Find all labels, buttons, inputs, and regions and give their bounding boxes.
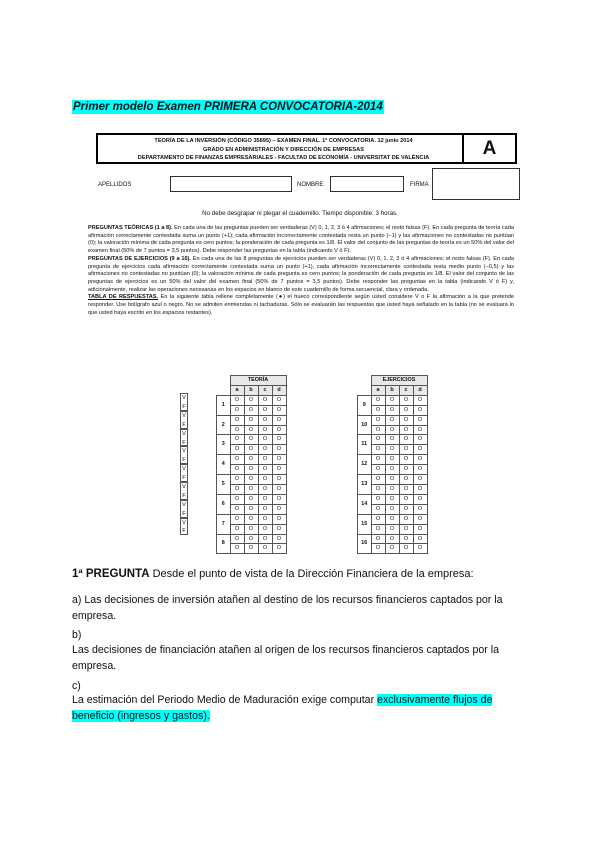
answer-bubble-3-d-F[interactable]: O (272, 445, 286, 455)
true-false-labels (180, 393, 188, 535)
tabla-instructions: TABLA DE RESPUESTAS. En la siguiente tabla rellene completamente (●) el hueco correspondiente según usted considere V o F la afirmación a la que pretende responder. Use bolígrafo azul o negro. No se admiten enmiendas ni tachaduras. Sólo se evaluarán las respuestas que usted haya señalado en la tabla (no se evaluará lo que usted haya escrito en los espacios restantes). (88, 294, 514, 316)
answer-bubble-5-c-V[interactable]: O (258, 475, 272, 485)
question-number-10: 10 (358, 415, 372, 435)
nombre-label: NOMBRE (297, 182, 324, 188)
answer-bubble-9-c-V[interactable]: O (399, 395, 413, 405)
answer-bubble-6-a-V[interactable]: O (230, 494, 244, 504)
answer-bubble-1-c-F[interactable]: O (258, 405, 272, 415)
question-number-3: 3 (217, 435, 231, 455)
question-1-option-c-highlight: exclusivamente flujos de beneficio (ingresos y gastos). (72, 694, 493, 722)
exam-header-line3: DEPARTAMENTO DE FINANZAS EMPRESARIALES - FACULTAD DE ECONOMÍA - UNIVERSITAT DE VALÈNCIA (137, 155, 430, 161)
true-false-label-6: V F (180, 482, 188, 500)
answer-bubble-7-a-F[interactable]: O (230, 524, 244, 534)
question-number-16: 16 (358, 534, 372, 554)
answer-row (358, 475, 428, 485)
answer-bubble-13-c-V[interactable]: O (399, 475, 413, 485)
answer-bubble-8-a-F[interactable]: O (230, 544, 244, 554)
answer-bubble-6-b-V[interactable]: O (244, 494, 258, 504)
question-number-12: 12 (358, 455, 372, 475)
exam-header-line1: TEORÍA DE LA INVERSIÓN (CÓDIGO 35895) – EXAMEN FINAL. 1ª CONVOCATORIA. 12 junio 2014 (154, 138, 413, 144)
answer-bubble-5-d-V[interactable]: O (272, 475, 286, 485)
teoria-column-a: a (230, 385, 244, 395)
question-number-2: 2 (217, 415, 231, 435)
question-1-number: 1ª PREGUNTA (72, 568, 150, 580)
answer-row (217, 494, 287, 504)
answer-bubble-1-c-V[interactable]: O (258, 395, 272, 405)
answer-row (358, 534, 428, 544)
answer-bubble-16-a-F[interactable]: O (371, 544, 385, 554)
exam-notice: No debe desgrapar ni plegar el cuadernillo. Tiempo disponible: 3 horas. (202, 210, 398, 217)
answer-bubble-13-b-V[interactable]: O (385, 475, 399, 485)
answer-bubble-2-c-V[interactable]: O (258, 415, 272, 425)
answer-bubble-8-c-F[interactable]: O (258, 544, 272, 554)
answer-bubble-7-b-V[interactable]: O (244, 514, 258, 524)
ejercicios-instructions: PREGUNTAS DE EJERCICIOS (9 a 16). En cada una de las 8 preguntas de ejercicios pueden ser verdaderas (V) 0, 1, 2, 3 ó 4 afirmaciones; el resto falsas (F). En cada pregunta de ejercicios cada afirmación correctamente contestada suma un punto (+1), cada afirmación incorrectamente contestada resta medio punto (−0,5) y las afirmaciones no contestadas no puntúan (0); la valoración mínima de cada pregunta es cero puntos; la ponderación de cada pregunta es 1/8. El valor del conjunto de las preguntas de ejercicios es un 50% del valor del examen final (50% de 7 puntos = 3,5 puntos). Debe responder las preguntas en la tabla (indicando V ó F) y, adicionalmente, realizar las operaciones necesarias en los espacios en blanco de este cuadernillo de forma secuencial, clara y ordenada. (88, 255, 514, 293)
teoria-column-b: b (244, 385, 258, 395)
answer-bubble-5-a-V[interactable]: O (230, 475, 244, 485)
teoricas-instructions: PREGUNTAS TEÓRICAS (1 a 8). En cada una de las preguntas pueden ser verdaderas (V) 0, 1, 2, 3 ó 4 afirmaciones; el resto falsas (F). En cada pregunta de teoría cada afirmación correctamente contestada suma un punto (+1); cada afirmación incorrectamente contestada resta un punto (−1) y las afirmaciones no contestadas no puntúan (0); la valoración mínima de cada pregunta es cero puntos; la ponderación de cada pregunta es 1/8. El valor del conjunto de las preguntas de teoría es un 50% del valor del examen final (50% de 7 puntos = 3,5 puntos). Debe responder las preguntas en la tabla (indicando V ó F). (88, 225, 515, 255)
answer-bubble-13-a-V[interactable]: O (371, 475, 385, 485)
answer-bubble-12-a-V[interactable]: O (371, 455, 385, 465)
exam-header (96, 133, 517, 164)
answer-bubble-12-c-F[interactable]: O (399, 465, 413, 475)
answer-bubble-12-d-V[interactable]: O (413, 455, 427, 465)
answer-bubble-1-a-F[interactable]: O (230, 405, 244, 415)
answer-bubble-6-d-F[interactable]: O (272, 504, 286, 514)
answer-bubble-11-d-V[interactable]: O (413, 435, 427, 445)
answer-bubble-6-d-V[interactable]: O (272, 494, 286, 504)
question-1-stem: Desde el punto de vista de la Dirección Financiera de la empresa: (152, 568, 474, 580)
question-1-option-c-label: c) (72, 680, 81, 692)
answer-bubble-15-d-F[interactable]: O (413, 524, 427, 534)
question-number-5: 5 (217, 475, 231, 495)
answer-bubble-1-a-V[interactable]: O (230, 395, 244, 405)
answer-row (358, 514, 428, 524)
answer-bubble-10-c-V[interactable]: O (399, 415, 413, 425)
answer-row (217, 415, 287, 425)
answer-bubble-1-d-V[interactable]: O (272, 395, 286, 405)
answer-bubble-15-c-V[interactable]: O (399, 514, 413, 524)
answer-bubble-8-b-F[interactable]: O (244, 544, 258, 554)
answer-bubble-13-a-F[interactable]: O (371, 484, 385, 494)
ejercicios-answer-table (357, 375, 428, 554)
answer-bubble-5-b-V[interactable]: O (244, 475, 258, 485)
teoria-column-d: d (272, 385, 286, 395)
answer-bubble-4-d-F[interactable]: O (272, 465, 286, 475)
answer-bubble-9-a-F[interactable]: O (371, 405, 385, 415)
answer-bubble-3-a-F[interactable]: O (230, 445, 244, 455)
apellidos-label: APELLIDOS (98, 182, 132, 188)
exam-model-letter: A (462, 135, 515, 162)
question-1-option-c: La estimación del Periodo Medio de Maduración exige computar exclusivamente flujos de beneficio (ingresos y gastos). (72, 694, 493, 722)
true-false-label-4: V F (180, 446, 188, 464)
true-false-label-7: V F (180, 500, 188, 518)
answer-bubble-10-b-F[interactable]: O (385, 425, 399, 435)
answer-bubble-14-b-V[interactable]: O (385, 494, 399, 504)
answer-bubble-9-b-F[interactable]: O (385, 405, 399, 415)
answer-bubble-4-c-F[interactable]: O (258, 465, 272, 475)
answer-bubble-4-a-V[interactable]: O (230, 455, 244, 465)
ejercicios-caption: EJERCICIOS (371, 376, 427, 386)
answer-bubble-14-d-V[interactable]: O (413, 494, 427, 504)
answer-bubble-15-b-F[interactable]: O (385, 524, 399, 534)
spacer (358, 385, 372, 395)
teoria-caption: TEORÍA (230, 376, 286, 386)
question-1-option-a: a) Las decisiones de inversión atañen al destino de los recursos financieros captados por la empresa. (72, 594, 503, 622)
answer-bubble-10-a-V[interactable]: O (371, 415, 385, 425)
question-number-13: 13 (358, 475, 372, 495)
question-number-1: 1 (217, 395, 231, 415)
firma-label: FIRMA (410, 182, 429, 188)
answer-row (217, 435, 287, 445)
ejercicios-column-b: b (385, 385, 399, 395)
answer-bubble-4-b-V[interactable]: O (244, 455, 258, 465)
answer-bubble-3-a-V[interactable]: O (230, 435, 244, 445)
answer-bubble-9-d-V[interactable]: O (413, 395, 427, 405)
nombre-field[interactable] (330, 176, 404, 192)
answer-bubble-10-c-F[interactable]: O (399, 425, 413, 435)
answer-row (358, 494, 428, 504)
answer-bubble-16-d-F[interactable]: O (413, 544, 427, 554)
answer-bubble-15-a-F[interactable]: O (371, 524, 385, 534)
answer-bubble-8-a-V[interactable]: O (230, 534, 244, 544)
question-number-9: 9 (358, 395, 372, 415)
question-number-15: 15 (358, 514, 372, 534)
answer-bubble-12-a-F[interactable]: O (371, 465, 385, 475)
answer-bubble-3-b-V[interactable]: O (244, 435, 258, 445)
answer-row (358, 415, 428, 425)
answer-bubble-16-c-V[interactable]: O (399, 534, 413, 544)
true-false-label-1: V F (180, 393, 188, 411)
answer-bubble-9-b-V[interactable]: O (385, 395, 399, 405)
answer-bubble-4-c-V[interactable]: O (258, 455, 272, 465)
answer-bubble-14-d-F[interactable]: O (413, 504, 427, 514)
answer-bubble-14-a-V[interactable]: O (371, 494, 385, 504)
answer-bubble-1-b-F[interactable]: O (244, 405, 258, 415)
answer-bubble-8-d-F[interactable]: O (272, 544, 286, 554)
answer-bubble-3-c-V[interactable]: O (258, 435, 272, 445)
answer-bubble-16-b-V[interactable]: O (385, 534, 399, 544)
instructions (88, 225, 514, 317)
true-false-label-3: V F (180, 429, 188, 447)
answer-bubble-16-c-F[interactable]: O (399, 544, 413, 554)
answer-bubble-6-a-F[interactable]: O (230, 504, 244, 514)
answer-bubble-2-d-V[interactable]: O (272, 415, 286, 425)
answer-bubble-7-d-V[interactable]: O (272, 514, 286, 524)
answer-row (217, 395, 287, 405)
answer-bubble-16-a-V[interactable]: O (371, 534, 385, 544)
answer-bubble-8-d-V[interactable]: O (272, 534, 286, 544)
answer-row (217, 514, 287, 524)
answer-bubble-2-b-F[interactable]: O (244, 425, 258, 435)
answer-bubble-7-a-V[interactable]: O (230, 514, 244, 524)
answer-bubble-3-c-F[interactable]: O (258, 445, 272, 455)
answer-bubble-9-c-F[interactable]: O (399, 405, 413, 415)
answer-bubble-11-b-V[interactable]: O (385, 435, 399, 445)
answer-bubble-12-b-F[interactable]: O (385, 465, 399, 475)
answer-bubble-4-b-F[interactable]: O (244, 465, 258, 475)
answer-bubble-11-c-F[interactable]: O (399, 445, 413, 455)
answer-bubble-11-b-F[interactable]: O (385, 445, 399, 455)
apellidos-field[interactable] (170, 176, 292, 192)
answer-bubble-7-c-F[interactable]: O (258, 524, 272, 534)
answer-bubble-5-c-F[interactable]: O (258, 484, 272, 494)
answer-bubble-11-a-F[interactable]: O (371, 445, 385, 455)
answer-bubble-3-b-F[interactable]: O (244, 445, 258, 455)
true-false-label-5: V F (180, 464, 188, 482)
answer-bubble-2-d-F[interactable]: O (272, 425, 286, 435)
question-number-7: 7 (217, 514, 231, 534)
answer-bubble-2-a-V[interactable]: O (230, 415, 244, 425)
answer-row (358, 395, 428, 405)
true-false-label-2: V F (180, 411, 188, 429)
question-1-header (72, 568, 474, 580)
answer-bubble-5-d-F[interactable]: O (272, 484, 286, 494)
answer-bubble-15-c-F[interactable]: O (399, 524, 413, 534)
answer-bubble-14-a-F[interactable]: O (371, 504, 385, 514)
question-1-option-b-label: b) (72, 629, 82, 641)
answer-bubble-6-b-F[interactable]: O (244, 504, 258, 514)
answer-bubble-1-b-V[interactable]: O (244, 395, 258, 405)
spacer (217, 385, 231, 395)
answer-bubble-14-b-F[interactable]: O (385, 504, 399, 514)
answer-bubble-13-b-F[interactable]: O (385, 484, 399, 494)
answer-bubble-8-c-V[interactable]: O (258, 534, 272, 544)
spacer (217, 376, 231, 386)
question-number-6: 6 (217, 494, 231, 514)
question-number-14: 14 (358, 494, 372, 514)
answer-row (358, 435, 428, 445)
answer-bubble-10-b-V[interactable]: O (385, 415, 399, 425)
answer-bubble-12-b-V[interactable]: O (385, 455, 399, 465)
ejercicios-column-c: c (399, 385, 413, 395)
answer-bubble-13-d-F[interactable]: O (413, 484, 427, 494)
exam-header-line2: GRADO EN ADMINISTRACIÓN Y DIRECCIÓN DE EMPRESAS (203, 146, 364, 153)
answer-bubble-9-d-F[interactable]: O (413, 405, 427, 415)
answer-bubble-7-c-V[interactable]: O (258, 514, 272, 524)
answer-bubble-1-d-F[interactable]: O (272, 405, 286, 415)
document-title: Primer modelo Examen PRIMERA CONVOCATORIA-2014 (73, 101, 383, 113)
answer-bubble-9-a-V[interactable]: O (371, 395, 385, 405)
answer-bubble-12-c-V[interactable]: O (399, 455, 413, 465)
answer-bubble-15-d-V[interactable]: O (413, 514, 427, 524)
ejercicios-column-d: d (413, 385, 427, 395)
answer-bubble-2-a-F[interactable]: O (230, 425, 244, 435)
answer-bubble-15-a-V[interactable]: O (371, 514, 385, 524)
answer-bubble-15-b-V[interactable]: O (385, 514, 399, 524)
answer-bubble-11-d-F[interactable]: O (413, 445, 427, 455)
answer-bubble-5-b-F[interactable]: O (244, 484, 258, 494)
answer-bubble-4-a-F[interactable]: O (230, 465, 244, 475)
answer-row (217, 475, 287, 485)
question-number-4: 4 (217, 455, 231, 475)
answer-bubble-2-b-V[interactable]: O (244, 415, 258, 425)
spacer (358, 376, 372, 386)
answer-bubble-2-c-F[interactable]: O (258, 425, 272, 435)
answer-bubble-3-d-V[interactable]: O (272, 435, 286, 445)
answer-row (217, 455, 287, 465)
answer-row (358, 455, 428, 465)
answer-bubble-11-a-V[interactable]: O (371, 435, 385, 445)
answer-bubble-14-c-F[interactable]: O (399, 504, 413, 514)
answer-bubble-13-c-F[interactable]: O (399, 484, 413, 494)
answer-bubble-10-a-F[interactable]: O (371, 425, 385, 435)
answer-bubble-7-b-F[interactable]: O (244, 524, 258, 534)
answer-bubble-10-d-V[interactable]: O (413, 415, 427, 425)
answer-bubble-14-c-V[interactable]: O (399, 494, 413, 504)
answer-bubble-5-a-F[interactable]: O (230, 484, 244, 494)
ejercicios-column-a: a (371, 385, 385, 395)
question-number-8: 8 (217, 534, 231, 554)
answer-bubble-11-c-V[interactable]: O (399, 435, 413, 445)
answer-bubble-16-b-F[interactable]: O (385, 544, 399, 554)
teoria-answer-table (216, 375, 287, 554)
teoria-column-c: c (258, 385, 272, 395)
answer-bubble-12-d-F[interactable]: O (413, 465, 427, 475)
answer-row (217, 534, 287, 544)
answer-bubble-10-d-F[interactable]: O (413, 425, 427, 435)
answer-bubble-6-c-V[interactable]: O (258, 494, 272, 504)
true-false-label-8: V F (180, 518, 188, 536)
answer-bubble-7-d-F[interactable]: O (272, 524, 286, 534)
question-1-option-b: Las decisiones de financiación atañen al origen de los recursos financieros captados por la empresa. (72, 644, 499, 672)
firma-field[interactable] (432, 168, 520, 200)
answer-bubble-13-d-V[interactable]: O (413, 475, 427, 485)
answer-bubble-4-d-V[interactable]: O (272, 455, 286, 465)
answer-bubble-6-c-F[interactable]: O (258, 504, 272, 514)
answer-bubble-8-b-V[interactable]: O (244, 534, 258, 544)
question-number-11: 11 (358, 435, 372, 455)
answer-bubble-16-d-V[interactable]: O (413, 534, 427, 544)
